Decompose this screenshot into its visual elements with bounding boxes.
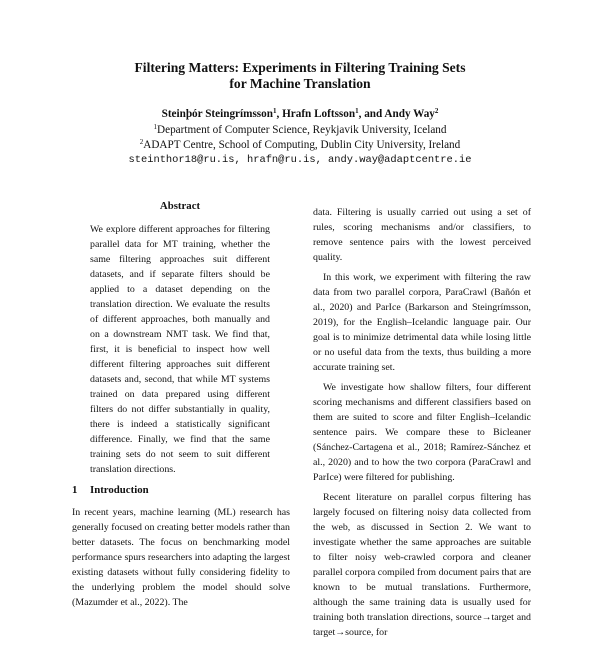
abstract-heading: Abstract bbox=[159, 200, 201, 212]
author-separator: , bbox=[276, 108, 283, 120]
author-name: Hrafn Loftsson bbox=[282, 108, 356, 120]
affiliation-mark: 1 bbox=[153, 123, 158, 131]
section-title: Introduction bbox=[90, 484, 149, 496]
introduction-body bbox=[72, 505, 290, 610]
body-paragraph: Recent literature on parallel corpus filtering has largely focused on filtering noisy data collected from the web, as discussed in Section 2. We want to investigate whether the same approaches are suitable to filter noisy web-crawled corpora and cleaner parallel corpora compiled from document pairs that are known to be mutual translations. Furthermore, although the same training data is usually used for training both translation directions, source→target and target→source, for bbox=[313, 492, 531, 638]
author-separator: , and bbox=[358, 108, 385, 120]
paper-title bbox=[60, 60, 540, 92]
section-heading-introduction bbox=[72, 484, 292, 497]
affiliation-1 bbox=[40, 123, 560, 137]
author-affiliation-mark: 1 bbox=[272, 107, 277, 115]
abstract-paragraph: We explore different approaches for filtering parallel data for MT training, whether the same filtering approaches suit different datasets, and if separate filters should be applied to a dataset depending on the translation direction. We evaluate the results of different approaches, both manually and on a downstream NMT task. We find that, first, it is beneficial to inspect how well different filtering approaches suit different datasets and, second, that while MT systems trained on data prepared using different filters do not differ substantially in quality, there is indeed a statistically significant difference. Finally, we find that the same training sets do not seem to suit different translation directions. bbox=[90, 224, 270, 475]
affiliation-text: Department of Computer Science, Reykjavik University, Iceland bbox=[157, 124, 447, 136]
body-paragraph: In recent years, machine learning (ML) research has generally focused on creating better models rather than better datasets. The focus on benchmarking model performance spurs researchers into adapting the largest existing datasets without fully considering fidelity to the underlying problem the model should solve (Mazumder et al., 2022). The bbox=[72, 507, 290, 608]
affiliation-text: ADAPT Centre, School of Computing, Dublin City University, Ireland bbox=[143, 139, 461, 151]
affiliation-mark: 2 bbox=[139, 138, 144, 146]
affiliation-2 bbox=[40, 138, 560, 152]
body-paragraph: In this work, we experiment with filtering the raw data from two parallel corpora, ParaCrawl (Bañón et al., 2020) and ParIce (Barkarson and Steingrímsson, 2019), for the English–Icelandic language pair. Our goal is to minimize detrimental data while losing little or no useful data from the texts, thus building a more accurate training set. bbox=[313, 272, 531, 373]
author-list bbox=[40, 107, 560, 121]
right-column bbox=[313, 205, 531, 645]
author-name: Steinþór Steingrímsson bbox=[161, 108, 273, 120]
body-paragraph: data. Filtering is usually carried out using a set of rules, scoring mechanisms and/or classifiers, to remove sentence pairs with the lowest perceived quality. bbox=[313, 207, 531, 263]
author-name: Andy Way bbox=[384, 108, 435, 120]
body-paragraph: We investigate how shallow filters, four different scoring mechanisms and different classifiers based on them are suited to score and filter English–Icelandic sentence pairs. We compare these to Bicleaner (Sánchez-Cartagena et al., 2018; Ramírez-Sánchez et al., 2020) and to how the two corpora (ParaCrawl and ParIce) were filtered for publishing. bbox=[313, 382, 531, 483]
author-affiliation-mark: 2 bbox=[434, 107, 439, 115]
author-emails: steinthor18@ru.is, hrafn@ru.is, andy.way@adaptcentre.ie bbox=[128, 154, 472, 166]
abstract-body bbox=[90, 222, 270, 477]
title-line-2: for Machine Translation bbox=[229, 76, 371, 91]
section-number: 1 bbox=[72, 484, 78, 496]
title-line-1: Filtering Matters: Experiments in Filtering Training Sets bbox=[134, 60, 466, 75]
author-affiliation-mark: 1 bbox=[355, 107, 359, 115]
